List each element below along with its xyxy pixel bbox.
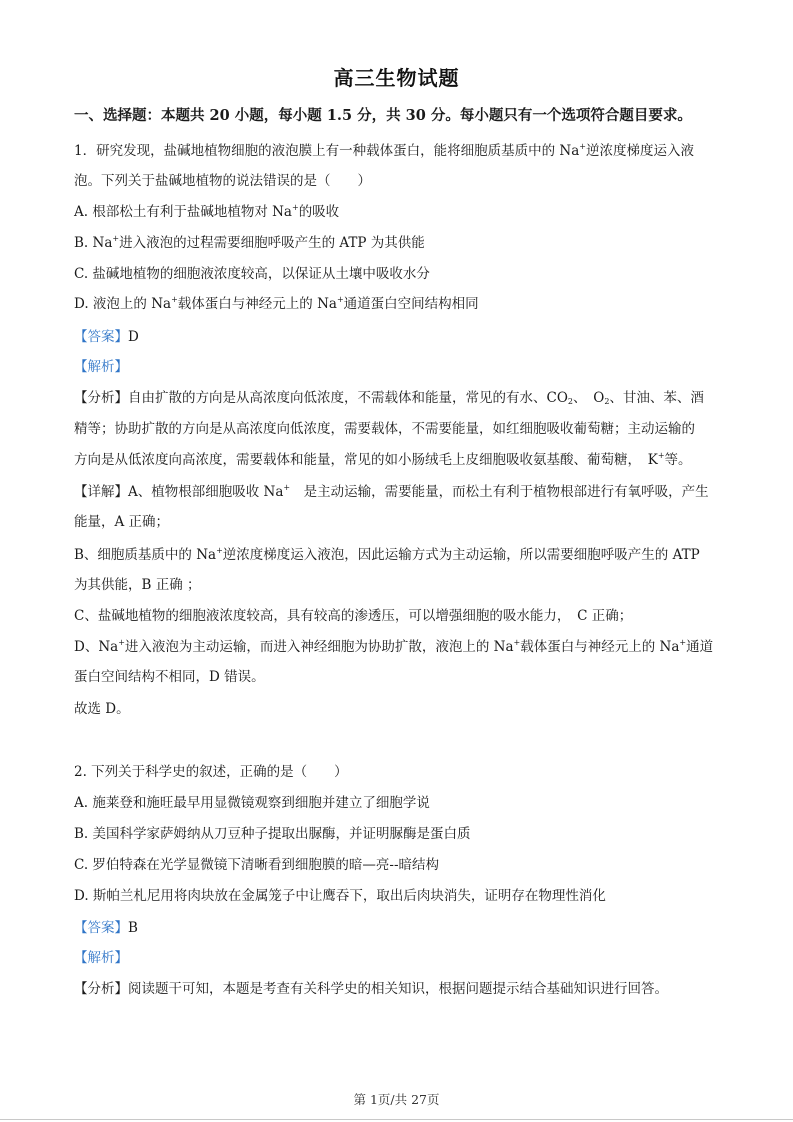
page-title: 高三生物试题 bbox=[333, 66, 460, 90]
q1-detail-line5: C、盐碱地植物的细胞液浓度较高，具有较高的渗透压，可以增强细胞的吸水能力， C 正确； bbox=[74, 608, 633, 624]
q1-option-b: B. Na+进入液泡的过程需要细胞呼吸产生的 ATP 为其供能 bbox=[74, 234, 425, 251]
q1-stem-line2: 泡。下列关于盐碱地植物的说法错误的是（ ） bbox=[74, 173, 371, 189]
q2-analysis-line: 【分析】阅读题干可知，本题是考查有关科学史的相关知识，根据问题提示结合基础知识进行回答。 bbox=[74, 981, 668, 997]
q1-answer: 【答案】D bbox=[74, 329, 139, 345]
q1-option-c: C. 盐碱地植物的细胞液浓度较高，以保证从土壤中吸收水分 bbox=[74, 266, 430, 282]
q1-detail-line2: 能量，A 正确； bbox=[74, 514, 170, 530]
q2-option-d: D. 斯帕兰札尼用将肉块放在金属笼子中让鹰吞下，取出后肉块消失，证明存在物理性消化 bbox=[74, 888, 606, 904]
q1-conclusion: 故选 D。 bbox=[74, 701, 130, 717]
q2-answer: 【答案】B bbox=[74, 920, 138, 936]
q2-stem: 2. 下列关于科学史的叙述，正确的是（ ） bbox=[74, 764, 348, 780]
q1-analysis-line2: 精等；协助扩散的方向是从高浓度向低浓度，需要载体，不需要能量，如红细胞吸收葡萄糖；主动运输的 bbox=[74, 421, 695, 437]
section-heading: 一、选择题：本题共 20 小题，每小题 1.5 分，共 30 分。每小题只有一个选项符合题目要求。 bbox=[74, 107, 692, 124]
q1-detail-line6: D、Na+进入液泡为主动运输，而进入神经细胞为协助扩散，液泡上的 Na+载体蛋白与神经元上的 Na+通道 bbox=[74, 638, 714, 655]
page-footer: 第 1页/共 27页 bbox=[353, 1092, 440, 1107]
q1-detail-line7: 蛋白空间结构不相同，D 错误。 bbox=[74, 669, 265, 685]
q2-option-c: C. 罗伯特森在光学显微镜下清晰看到细胞膜的暗—亮--暗结构 bbox=[74, 857, 440, 873]
q2-analysis-label: 【解析】 bbox=[74, 950, 128, 966]
q2-option-a: A. 施莱登和施旺最早用显微镜观察到细胞并建立了细胞学说 bbox=[74, 795, 430, 811]
q1-analysis-line3: 方向是从低浓度向高浓度，需要载体和能量，常见的如小肠绒毛上皮细胞吸收氨基酸、葡萄糖， K+等。 bbox=[74, 451, 692, 468]
q1-detail-line1: 【详解】A、植物根部细胞吸收 Na+ 是主动运输，需要能量，而松土有利于植物根部进行有氧呼吸，产生 bbox=[74, 483, 709, 500]
q1-stem-line1: 1．研究发现，盐碱地植物细胞的液泡膜上有一种载体蛋白，能将细胞质基质中的 Na+逆浓度梯度运入液 bbox=[74, 142, 694, 159]
q2-option-b: B. 美国科学家萨姆纳从刀豆种子提取出脲酶，并证明脲酶是蛋白质 bbox=[74, 826, 471, 842]
footer-rule bbox=[0, 1119, 793, 1120]
q1-option-a: A. 根部松土有利于盐碱地植物对 Na+的吸收 bbox=[74, 203, 340, 220]
q1-analysis-label: 【解析】 bbox=[74, 359, 128, 375]
q1-option-d: D. 液泡上的 Na+载体蛋白与神经元上的 Na+通道蛋白空间结构相同 bbox=[74, 295, 479, 312]
q1-detail-line4: 为其供能，B 正确 ； bbox=[74, 577, 201, 593]
q1-analysis-line1: 【分析】自由扩散的方向是从高浓度向低浓度，不需载体和能量，常见的有水、$CO_2$、 $O_2$、甘油、苯、酒 bbox=[74, 390, 704, 406]
q1-detail-line3: B、细胞质基质中的 Na+逆浓度梯度运入液泡，因此运输方式为主动运输，所以需要细胞呼吸产生的 ATP bbox=[74, 546, 700, 563]
